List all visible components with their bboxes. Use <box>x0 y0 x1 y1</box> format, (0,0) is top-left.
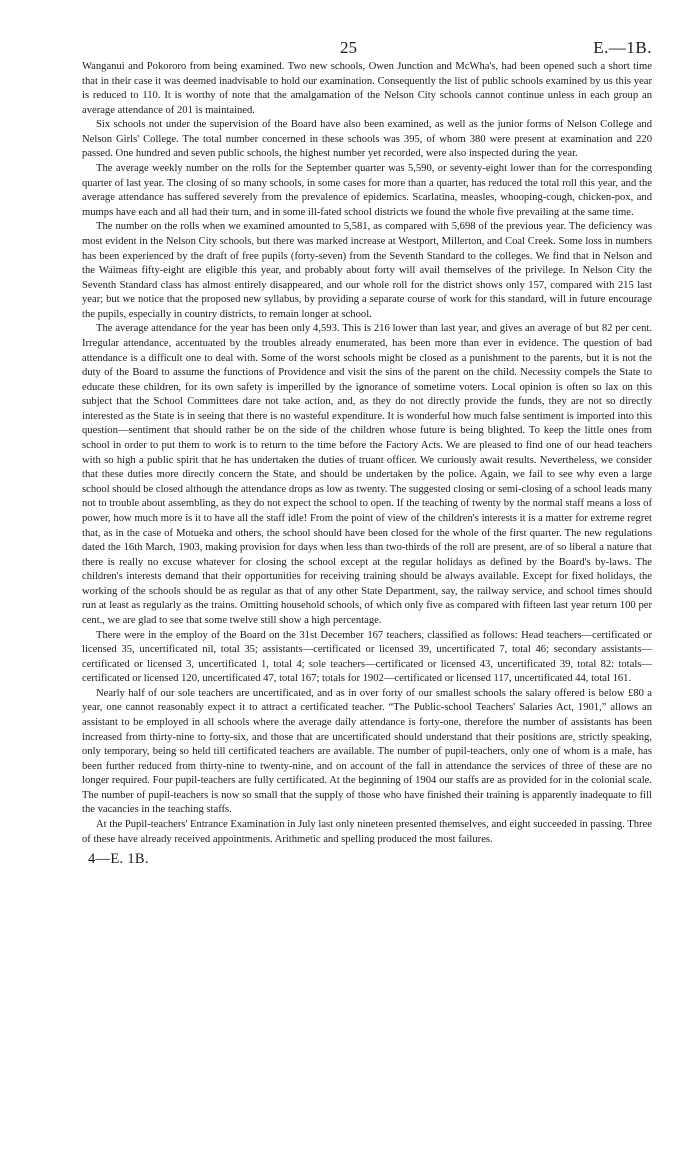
paragraph: Nearly half of our sole teachers are uncertificated, and as in over forty of our smallest schools the salary offered is below £80 a year, one cannot reasonably expect it to attract a certificated teacher. “The Public-school Teachers' Salaries Act, 1901,” allows an assistant to be employed in all schools where the average daily attendance is forty-one, therefore the number of assistants has been increased from thirty-nine to forty-six, and those that are uncertificated should understand that their positions are, strictly speaking, only temporary, being so held till certificated teachers are available. The number of pupil-teachers, only one of whom is a male, has been further reduced from thirty-nine to twenty-nine, and on account of the fall in attendance the services of three of these are no longer required. Four pupil-teachers are fully certificated. At the beginning of 1904 our staffs are as provided for in the colonial scale. The number of pupil-teachers is now so small that the supply of those who have finished their training is apparently inadequate to fill the vacancies in the teaching staffs. <box>82 687 652 816</box>
signature-mark: 4—E. 1B. <box>88 851 149 868</box>
report-body <box>82 60 652 847</box>
paragraph: There were in the employ of the Board on the 31st December 167 teachers, classified as follows: Head teachers—certificated or licensed 35, uncertificated nil, total 35; assistants—certificated or licensed 39, uncertificated 7, total 46; secondary assistants—certificated or licensed 3, uncertificated 1, total 4; sole teachers—certificated or licensed 43, uncertificated 39, total 82: totals—certificated or licensed 120, uncertificated 47, total 167; totals for 1902—certificated or licensed 117, uncertificated 44, total 161. <box>82 629 652 685</box>
document-reference: E.—1B. <box>593 38 652 57</box>
paragraph: The average weekly number on the rolls for the September quarter was 5,590, or seventy-eight lower than for the corresponding quarter of last year. The closing of so many schools, in some cases for more than a quarter, has reduced the total roll this year, and the average attendance has suffered severely from the prevalence of epidemics. Scarlatina, measles, whooping-cough, chicken-pox, and mumps have each and all had their turn, and in some ill-fated school districts we found the whole five prevailing at the same time. <box>82 163 652 218</box>
page-header <box>82 0 652 60</box>
page-number: 25 <box>340 38 357 57</box>
document-page <box>82 0 652 868</box>
paragraph: The number on the rolls when we examined amounted to 5,581, as compared with 5,698 of the previous year. The deficiency was most evident in the Nelson City schools, but there was marked increase at Westport, Millerton, and Coal Creek. Some loss in numbers has been experienced by the draft of free pupils (forty-seven) from the Seventh Standard to the colleges. We find that in Nelson and the Waimeas fifty-eight are eligible this year, and probably about forty will avail themselves of the privilege. In Nelson City the Seventh Standard class has almost entirely disappeared, and our whole roll for the district shows only 157, compared with 215 last year; but we notice that the proposed new syllabus, by providing a separate course of work for this standard, will in future encourage the pupils, especially in country districts, to remain longer at school. <box>82 221 652 320</box>
paragraph: Six schools not under the supervision of the Board have also been examined, as well as the junior forms of Nelson College and Nelson Girls' College. The total number concerned in these schools was 395, of whom 380 were present at examination and 220 passed. One hundred and seven public schools, the highest number yet recorded, were also inspected during the year. <box>82 119 652 160</box>
paragraph: At the Pupil-teachers' Entrance Examination in July last only nineteen presented themselves, and eight succeeded in passing. Three of these have already received appointments. Arithmetic and spelling produced the most failures. <box>82 819 652 845</box>
paragraph: The average attendance for the year has been only 4,593. This is 216 lower than last year, and gives an average of but 82 per cent. Irregular attendance, accentuated by the troubles already enumerated, has been more than ever in evidence. The question of bad attendance is a difficult one to deal with. Some of the worst schools might be closed as a punishment to the parents, but it is not the duty of the Board to assume the functions of Providence and visit the sins of the parent on the child. Necessity compels the State to educate these children, for its own safety is imperilled by the ignorance of sometime voters. Local opinion is often so lax on this subject that the School Committees dare not take action, and, as they do not directly provide the funds, they are not so directly interested as the State is in seeing that there is no wasteful expenditure. It is wonderful how much false sentiment is imported into this question—sentiment that should rather be on the side of the children whose future is being blighted. To keep the little ones from school in order to put them to work is to return to the time before the Factory Acts. We are pleased to find one of our head teachers with so high a public spirit that he has undertaken the duties of truant officer. We curiously await results. Nevertheless, we consider that these duties more directly concern the State, and should be undertaken by the police. Again, we fail to see why even a large school should be closed although the attendance drops as low as twenty. The suggested closing or semi-closing of a school leads many not to trouble about assembling, as they do not expect the school to open. If the teaching of twenty by the normal staff means a loss of power, how much more is it to have all the staff idle! From the point of view of the children's interests it is a matter for extreme regret that, as in the case of Motueka and others, the school should have been closed for the whole of the first quarter. The new regulations dated the 16th March, 1903, making provision for days when less than two-thirds of the roll are present, are of so liberal a nature that there is really no excuse whatever for closing the school except at the regular holidays as defined by the Board's by-laws. The children's interests demand that their opportunities for receiving training should be always available. Except for fixed holidays, the working of the schools should be as regular as that of any other State Department, say, the railway service, and school times should run at least as regularly as the trains. Omitting household schools, of which only five as compared with fifteen last year return 100 per cent., we are glad to see that some twelve still show a high percentage. <box>82 323 652 626</box>
paragraph: Wanganui and Pokororo from being examined. Two new schools, Owen Junction and McWha's, had been opened such a short time that in their case it was deemed inadvisable to hold our examination. Consequently the list of public schools examined by us this year is reduced to 110. It is worthy of note that the amalgamation of the Nelson City schools cannot continue unless in each group an average attendance of 201 is maintained. <box>82 61 652 116</box>
